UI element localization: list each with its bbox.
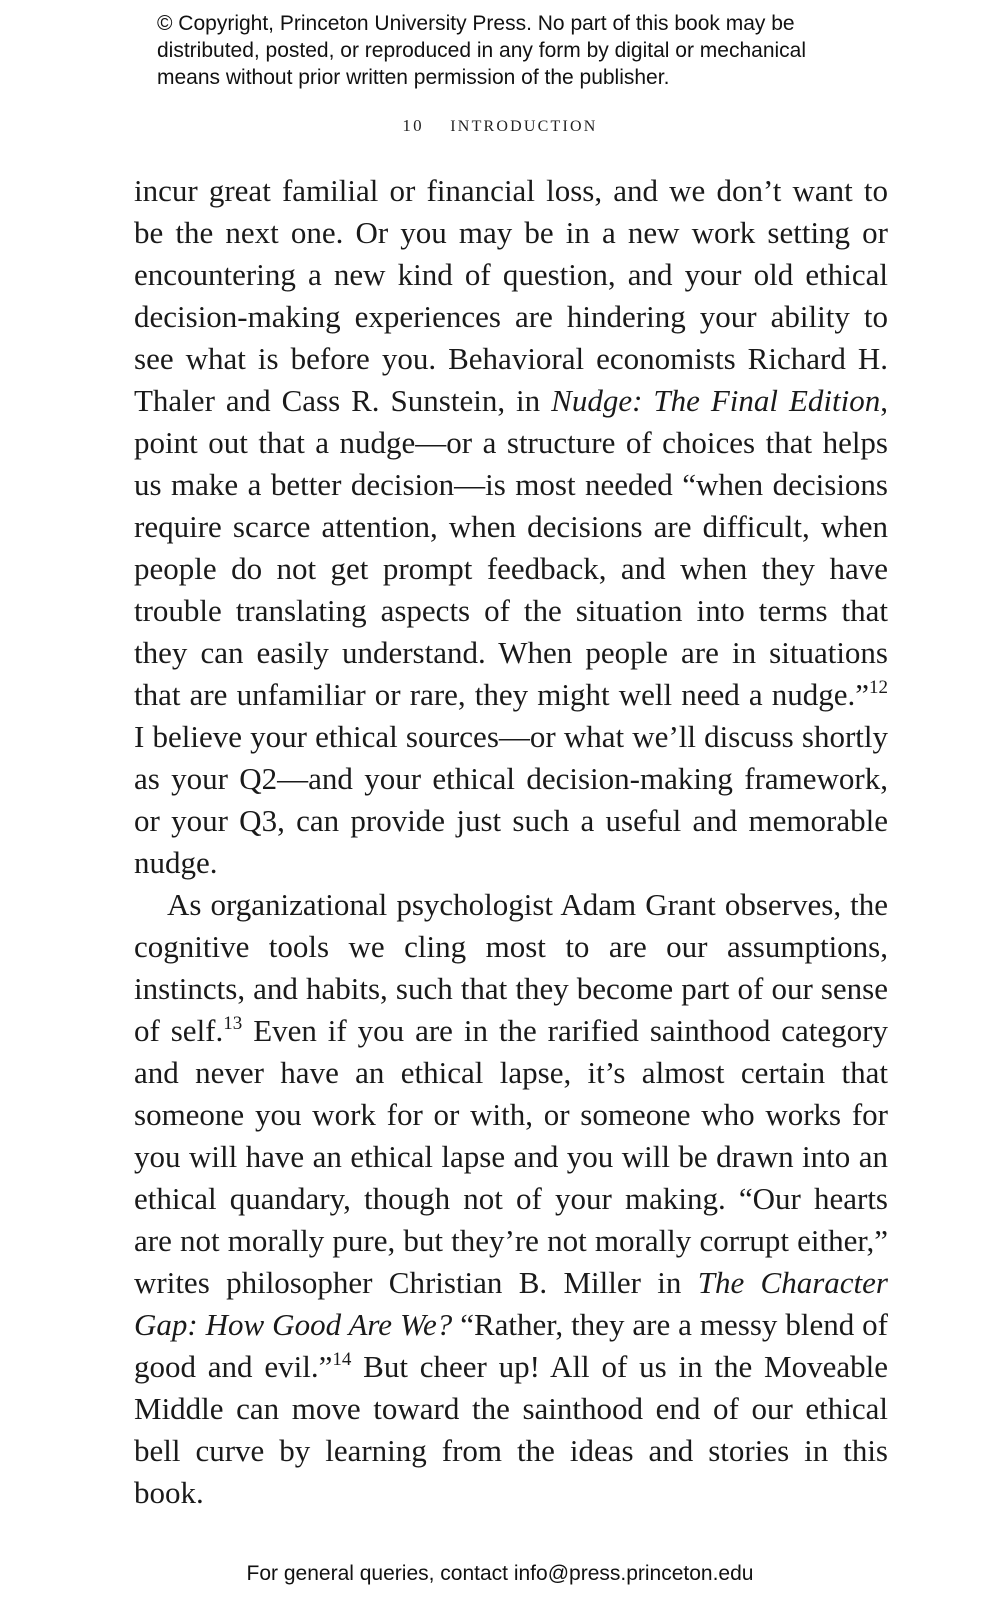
text-run: Even if you are in the rarified sainthood category and never have an ethical lapse, it’s almost certain that someone you work for or with, or someone who works for you will have an ethical lapse and you will be drawn into an ethical quandary, though not of your making. “Our hearts are not morally pure, but they’re not morally corrupt either,” writes philosopher Christian B. Miller in (134, 1013, 888, 1300)
paragraph (134, 884, 888, 1514)
text-run: “Rather, they are a messy blend of good and evil.” (134, 1307, 888, 1384)
copyright-line: means without prior written permission of the publisher. (157, 66, 670, 89)
footnote-ref: 13 (223, 1013, 243, 1034)
copyright-line: © Copyright, Princeton University Press. No part of this book may be (157, 12, 795, 35)
text-run: , point out that a nudge—or a structure of choices that helps us make a better decision—is most needed “when decisions require scarce attention, when decisions are difficult, when people do not get prompt feedback, and when they have trouble translating aspects of the situation into terms that they can easily understand. When people are in situations that are unfamiliar or rare, they might well need a nudge.” (134, 383, 889, 712)
text-run: incur great familial or financial loss, and we don’t want to be the next one. Or you may be in a new work setting or encountering a new kind of question, and your old ethical decision-making experiences are hindering your ability to see what is before you. Behavioral economists Richard H. Thaler and Cass R. Sunstein, in (134, 173, 888, 418)
body-text (134, 170, 888, 1514)
copyright-notice (157, 10, 877, 91)
book-title: The Character Gap: How Good Are We? (134, 1265, 888, 1342)
book-title: Nudge: The Final Edition (551, 383, 881, 418)
running-head (0, 116, 1000, 136)
section-title: INTRODUCTION (450, 118, 598, 135)
page-number: 10 (402, 116, 424, 135)
text-run: But cheer up! All of us in the Moveable Middle can move toward the sainthood end of our ethical bell curve by learning from the ideas and stories in this book. (134, 1349, 888, 1510)
footnote-ref: 14 (332, 1349, 352, 1370)
text-run: I believe your ethical sources—or what we’ll discuss shortly as your Q2—and your ethical decision-making framework, or your Q3, can provide just such a useful and memorable nudge. (134, 719, 888, 880)
footer-contact: For general queries, contact info@press.princeton.edu (246, 1562, 754, 1585)
copyright-line: distributed, posted, or reproduced in any form by digital or mechanical (157, 39, 807, 62)
paragraph (134, 170, 888, 884)
footnote-ref: 12 (869, 677, 888, 698)
text-run: As organizational psychologist Adam Grant observes, the cognitive tools we cling most to are our assumptions, instincts, and habits, such that they become part of our sense of self. (134, 887, 888, 1048)
